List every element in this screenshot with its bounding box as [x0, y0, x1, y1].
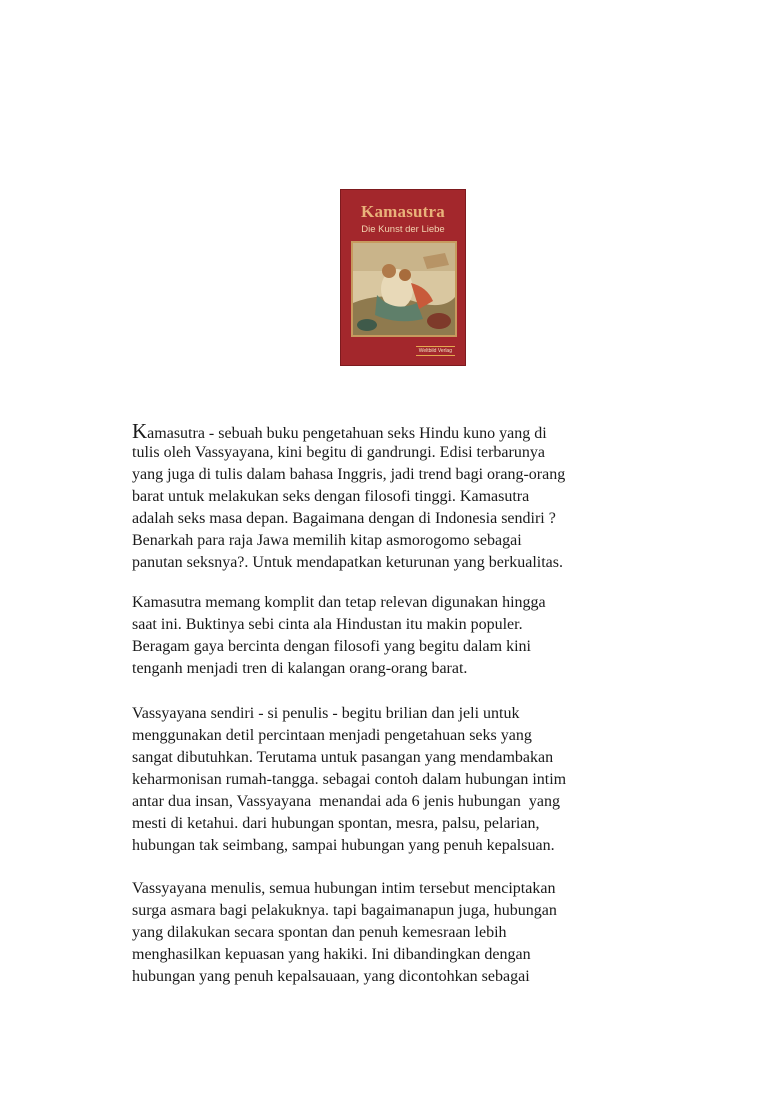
text-line: menghasilkan kepuasan yang hakiki. Ini dibandingkan dengan [132, 946, 531, 963]
text-line: Beragam gaya bercinta dengan filosofi yang begitu dalam kini [132, 638, 531, 655]
paragraph-relevance [132, 592, 680, 680]
text-line: Kamasutra memang komplit dan tetap relevan digunakan hingga [132, 594, 546, 611]
miniature-painting-illustration [353, 243, 455, 335]
text-line: Vassyayana menulis, semua hubungan intim tersebut menciptakan [132, 880, 556, 897]
text-line: menggunakan detil percintaan menjadi pengetahuan seks yang [132, 727, 532, 744]
cover-subtitle: Die Kunst der Liebe [361, 224, 445, 235]
text-line: keharmonisan rumah-tangga. sebagai contoh dalam hubungan intim [132, 771, 567, 788]
text-line: saat ini. Buktinya sebi cinta ala Hindustan itu makin populer. [132, 616, 523, 633]
text-line: hubungan tak seimbang, sampai hubungan yang penuh kepalsuan. [132, 837, 555, 854]
text-line: Vassyayana sendiri - si penulis - begitu brilian dan jeli untuk [132, 705, 520, 722]
text-line: panutan seksnya?. Untuk mendapatkan keturunan yang berkualitas. [132, 554, 563, 571]
text-line: mesti di ketahui. dari hubungan spontan, mesra, palsu, pelarian, [132, 815, 540, 832]
text-line: tenganh menjadi tren di kalangan orang-orang barat. [132, 660, 468, 677]
text-line: adalah seks masa depan. Bagaimana dengan di Indonesia sendiri ? [132, 510, 556, 527]
publisher-logo: Weltbild Verlag [416, 346, 455, 356]
text-line: sangat dibutuhkan. Terutama untuk pasangan yang mendambakan [132, 749, 554, 766]
drop-cap: K [132, 419, 148, 443]
paragraph-intro [132, 420, 680, 574]
text-line: Benarkah para raja Jawa memilih kitap asmorogomo sebagai [132, 532, 522, 549]
text-line: barat untuk melakukan seks dengan filosofi tinggi. Kamasutra [132, 488, 530, 505]
text-line: tulis oleh Vassyayana, kini begitu di gandrungi. Edisi terbarunya [132, 444, 545, 461]
paragraph-author [132, 703, 680, 857]
text-line: antar dua insan, Vassyayana menandai ada 6 jenis hubungan yang [132, 793, 561, 810]
text-line: Kamasutra - sebuah buku pengetahuan seks Hindu kuno yang di [132, 419, 547, 443]
cover-illustration [351, 241, 457, 337]
cover-title: Kamasutra [361, 202, 445, 221]
book-cover-image [340, 189, 466, 366]
paragraph-relationships [132, 878, 680, 988]
text-line: surga asmara bagi pelakuknya. tapi bagaimanapun juga, hubungan [132, 902, 557, 919]
text-line: hubungan yang penuh kepalsauaan, yang dicontohkan sebagai [132, 968, 530, 985]
text-line: yang dilakukan secara spontan dan penuh kemesraan lebih [132, 924, 507, 941]
text-line: yang juga di tulis dalam bahasa Inggris, jadi trend bagi orang-orang [132, 466, 566, 483]
